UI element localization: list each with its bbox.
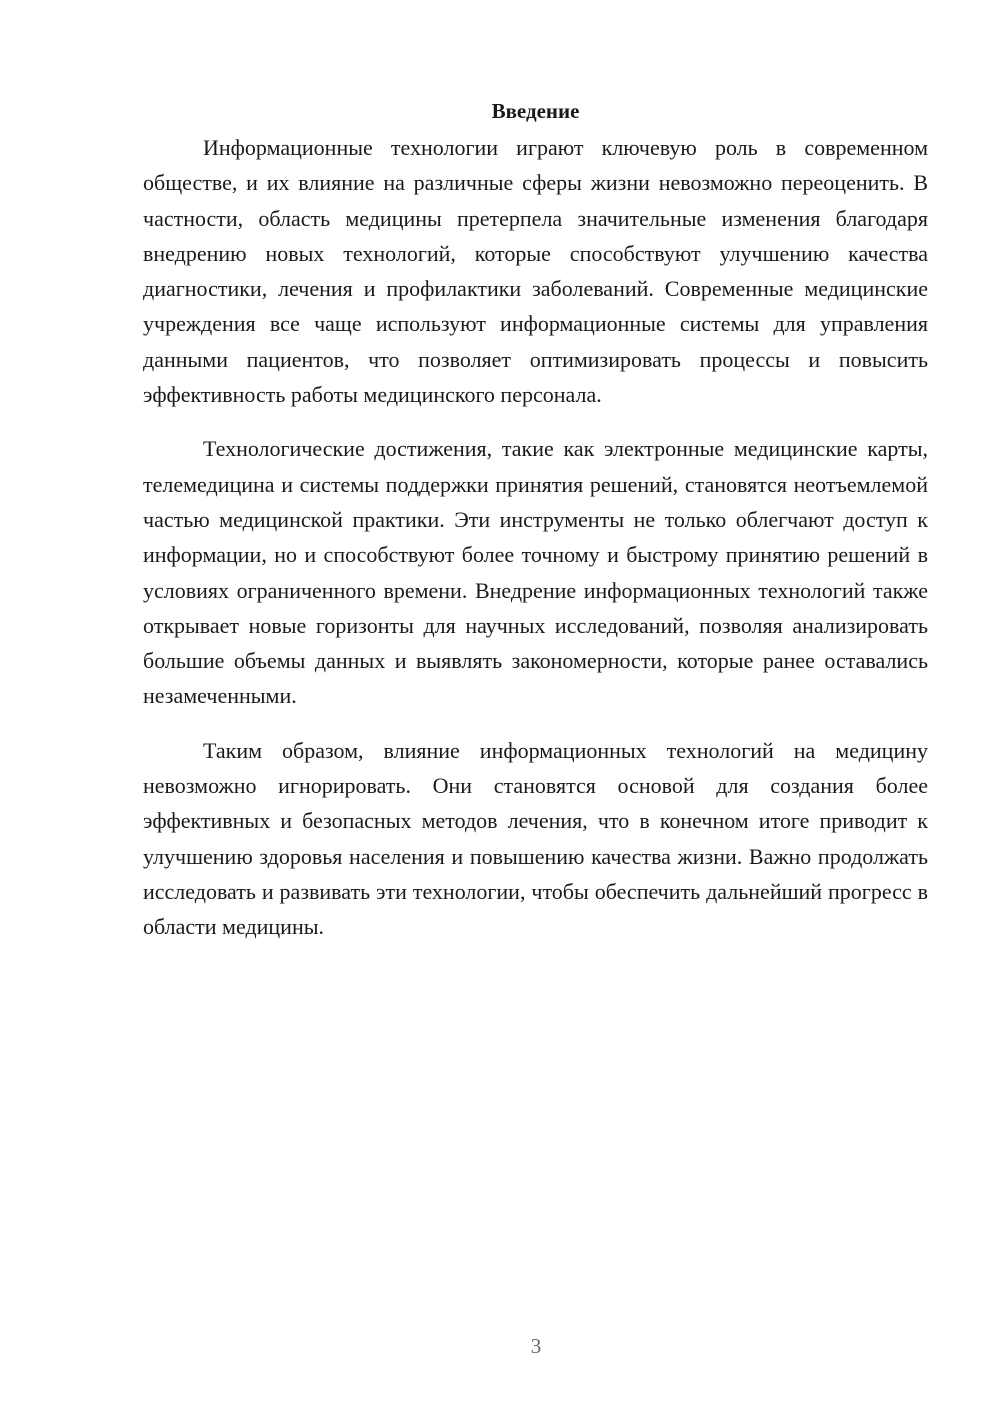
section-heading: Введение — [491, 99, 580, 123]
paragraph-2: Технологические достижения, такие как электронные медицинские карты, телемедицина и системы поддержки принятия решений, становятся неотъемлемой частью медицинской практики. Эти инструменты не только облегчают доступ к информации, но и способствуют более точному и быстрому принятию решений в условиях ограниченного времени. Внедрение информационных технологий также открывает новые горизонты для научных исследований, позволяя анализировать большие объемы данных и выявлять закономерности, которые ранее оставались незамеченными. — [143, 436, 928, 709]
page-content — [143, 92, 928, 945]
paragraph-3: Таким образом, влияние информационных технологий на медицину невозможно игнорировать. Они становятся основой для создания более эффективных и безопасных методов лечения, что в конечном итоге приводит к улучшению здоровья населения и повышению качества жизни. Важно продолжать исследовать и развивать эти технологии, чтобы обеспечить дальнейший прогресс в области медицины. — [143, 737, 928, 940]
page-number: 3 — [530, 1334, 542, 1358]
paragraph-1: Информационные технологии играют ключевую роль в современном обществе, и их влияние на различные сферы жизни невозможно переоценить. В частности, область медицины претерпела значительные изменения благодаря внедрению новых технологий, которые способствуют улучшению качества диагностики, лечения и профилактики заболеваний. Современные медицинские учреждения все чаще используют информационные системы для управления данными пациентов, что позволяет оптимизировать процессы и повысить эффективность работы медицинского персонала. — [143, 135, 928, 408]
